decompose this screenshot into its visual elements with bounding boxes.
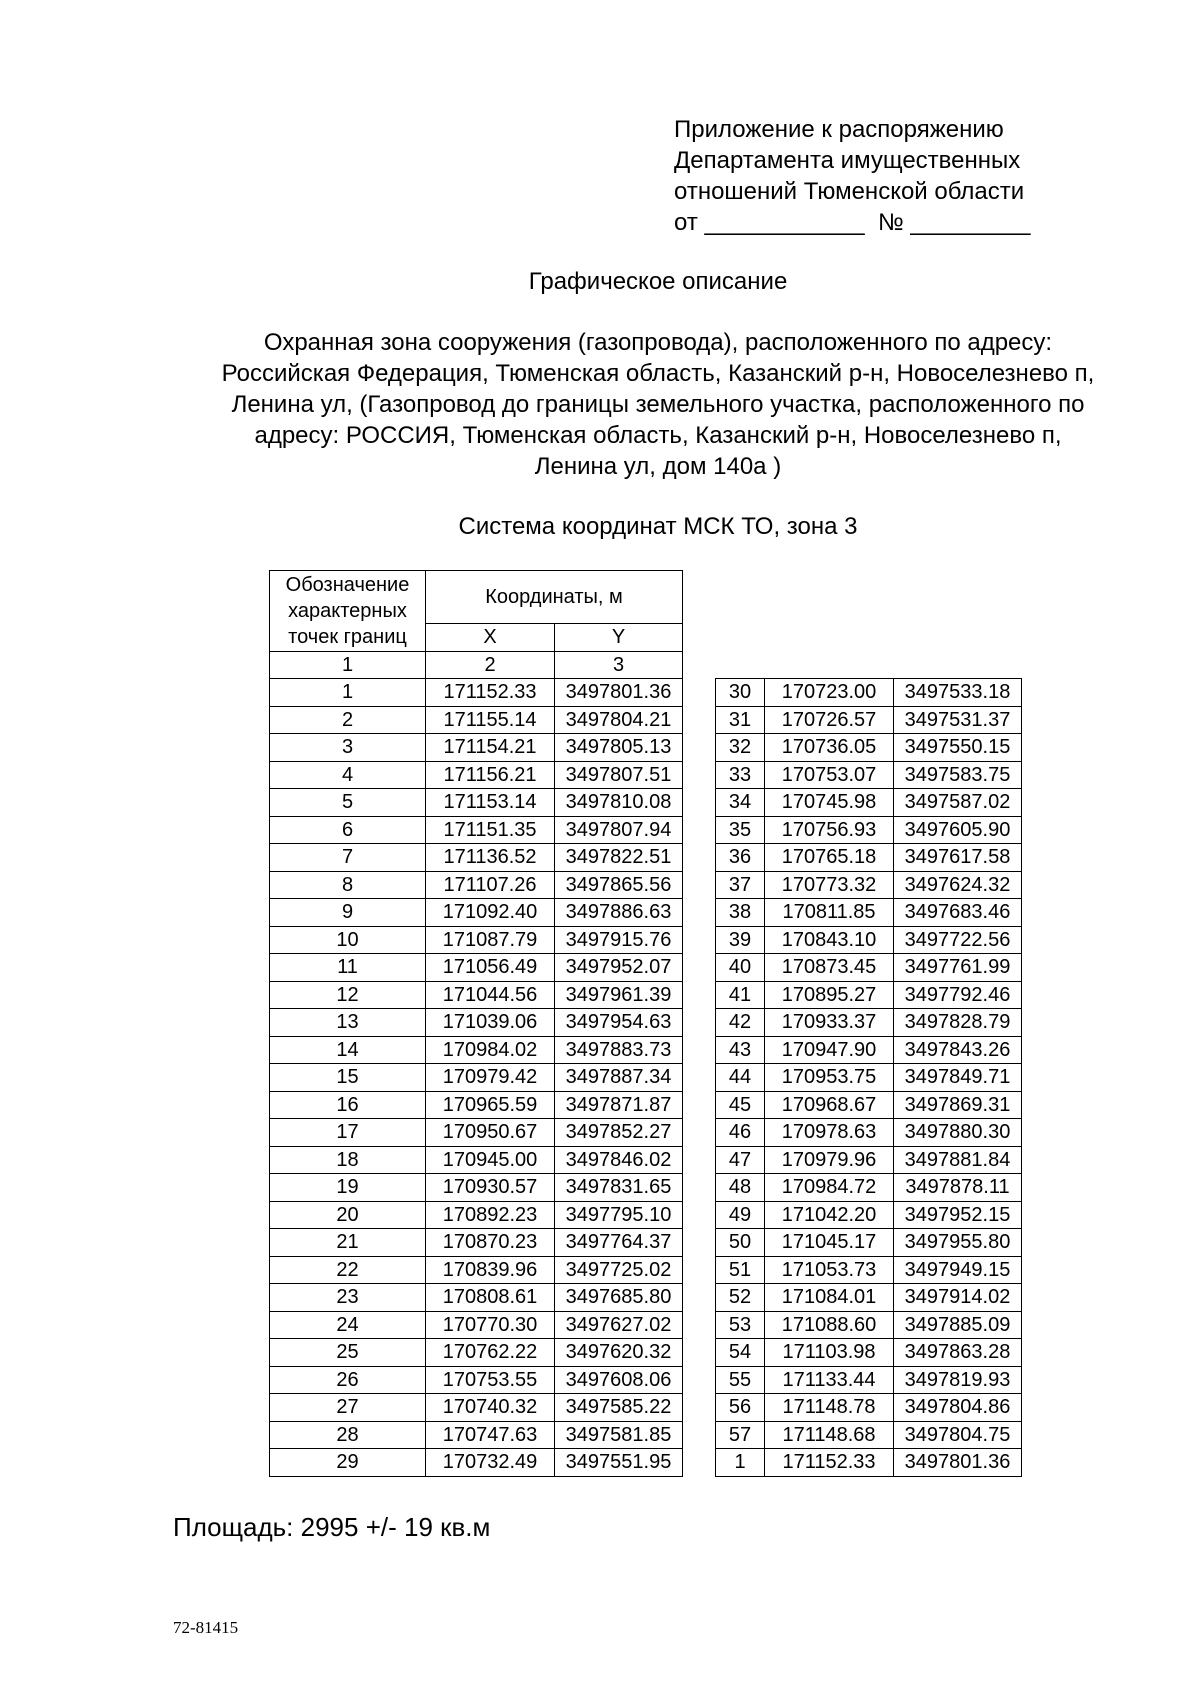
point-number-cell: 50 — [716, 1229, 765, 1257]
table-row — [716, 954, 1022, 982]
point-number-cell: 19 — [270, 1174, 426, 1202]
y-coordinate-cell: 3497846.02 — [555, 1146, 683, 1174]
point-number-cell: 29 — [270, 1449, 426, 1477]
table-row — [716, 1256, 1022, 1284]
y-coordinate-cell: 3497801.36 — [894, 1449, 1022, 1477]
document-title: Графическое описание — [528, 268, 788, 295]
table-row — [270, 1394, 683, 1422]
x-coordinate-cell: 170726.57 — [765, 706, 894, 734]
zone-description — [160, 327, 1156, 482]
table-row — [716, 1449, 1022, 1477]
point-number-cell: 10 — [270, 926, 426, 954]
y-coordinate-cell: 3497585.22 — [555, 1394, 683, 1422]
x-coordinate-cell: 171088.60 — [765, 1311, 894, 1339]
point-number-cell: 20 — [270, 1201, 426, 1229]
table-row — [270, 1174, 683, 1202]
document-number: 72-81415 — [173, 1618, 239, 1637]
x-coordinate-cell: 170732.49 — [426, 1449, 555, 1477]
y-coordinate-cell: 3497583.75 — [894, 761, 1022, 789]
table-row — [270, 1119, 683, 1147]
point-number-cell: 21 — [270, 1229, 426, 1257]
point-number-cell: 35 — [716, 816, 765, 844]
y-coordinate-cell: 3497865.56 — [555, 871, 683, 899]
table-row — [716, 734, 1022, 762]
x-coordinate-cell: 171084.01 — [765, 1284, 894, 1312]
x-coordinate-cell: 170947.90 — [765, 1036, 894, 1064]
y-coordinate-cell: 3497801.36 — [555, 679, 683, 707]
y-coordinate-cell: 3497949.15 — [894, 1256, 1022, 1284]
point-number-cell: 23 — [270, 1284, 426, 1312]
x-coordinate-cell: 171107.26 — [426, 871, 555, 899]
y-coordinate-cell: 3497852.27 — [555, 1119, 683, 1147]
y-coordinate-cell: 3497810.08 — [555, 789, 683, 817]
table-row — [270, 706, 683, 734]
table-row — [716, 1064, 1022, 1092]
table-row — [716, 1229, 1022, 1257]
appendix-date-number-line: от ____________ № _________ — [674, 209, 1031, 236]
y-coordinate-cell: 3497831.65 — [555, 1174, 683, 1202]
y-coordinate-cell: 3497878.11 — [894, 1174, 1022, 1202]
x-coordinate-cell: 170979.42 — [426, 1064, 555, 1092]
table-row — [270, 1339, 683, 1367]
point-number-cell: 38 — [716, 899, 765, 927]
y-coordinate-cell: 3497804.75 — [894, 1421, 1022, 1449]
y-coordinate-cell: 3497819.93 — [894, 1366, 1022, 1394]
y-coordinate-cell: 3497550.15 — [894, 734, 1022, 762]
table-row — [270, 844, 683, 872]
table-row — [270, 926, 683, 954]
table-row — [270, 1064, 683, 1092]
header-point-designation: Обозначение характерных точек границ — [270, 571, 426, 652]
point-number-cell: 16 — [270, 1091, 426, 1119]
x-coordinate-cell: 170839.96 — [426, 1256, 555, 1284]
x-coordinate-cell: 170953.75 — [765, 1064, 894, 1092]
table-row — [716, 1119, 1022, 1147]
x-coordinate-cell: 170756.93 — [765, 816, 894, 844]
point-number-cell: 53 — [716, 1311, 765, 1339]
table-row — [716, 679, 1022, 707]
table-row — [270, 1009, 683, 1037]
x-coordinate-cell: 171042.20 — [765, 1201, 894, 1229]
y-coordinate-cell: 3497849.71 — [894, 1064, 1022, 1092]
point-number-cell: 33 — [716, 761, 765, 789]
y-coordinate-cell: 3497795.10 — [555, 1201, 683, 1229]
y-coordinate-cell: 3497605.90 — [894, 816, 1022, 844]
y-coordinate-cell: 3497627.02 — [555, 1311, 683, 1339]
table-row — [716, 981, 1022, 1009]
table-row — [716, 1091, 1022, 1119]
y-coordinate-cell: 3497961.39 — [555, 981, 683, 1009]
table-row — [270, 679, 683, 707]
point-number-cell: 39 — [716, 926, 765, 954]
column-number: 3 — [555, 651, 683, 679]
x-coordinate-cell: 170740.32 — [426, 1394, 555, 1422]
point-number-cell: 56 — [716, 1394, 765, 1422]
coordinates-table-left — [269, 570, 683, 1477]
point-number-cell: 44 — [716, 1064, 765, 1092]
point-number-cell: 12 — [270, 981, 426, 1009]
y-coordinate-cell: 3497685.80 — [555, 1284, 683, 1312]
x-coordinate-cell: 171153.14 — [426, 789, 555, 817]
point-number-cell: 7 — [270, 844, 426, 872]
y-coordinate-cell: 3497722.56 — [894, 926, 1022, 954]
point-number-cell: 11 — [270, 954, 426, 982]
x-coordinate-cell: 170770.30 — [426, 1311, 555, 1339]
y-coordinate-cell: 3497533.18 — [894, 679, 1022, 707]
column-number: 1 — [270, 651, 426, 679]
table-row — [716, 1174, 1022, 1202]
x-coordinate-cell: 170950.67 — [426, 1119, 555, 1147]
header-coordinates: Координаты, м — [426, 571, 683, 624]
point-number-cell: 40 — [716, 954, 765, 982]
column-number-row — [270, 651, 683, 679]
x-coordinate-cell: 170736.05 — [765, 734, 894, 762]
table-row — [270, 1449, 683, 1477]
y-coordinate-cell: 3497915.76 — [555, 926, 683, 954]
x-coordinate-cell: 171053.73 — [765, 1256, 894, 1284]
appendix-line: Департамента имущественных — [674, 147, 1021, 174]
x-coordinate-cell: 170979.96 — [765, 1146, 894, 1174]
point-number-cell: 4 — [270, 761, 426, 789]
point-number-cell: 14 — [270, 1036, 426, 1064]
table-row — [716, 844, 1022, 872]
table-row — [716, 1036, 1022, 1064]
point-number-cell: 31 — [716, 706, 765, 734]
y-coordinate-cell: 3497617.58 — [894, 844, 1022, 872]
table-row — [716, 926, 1022, 954]
table-row — [716, 1009, 1022, 1037]
y-coordinate-cell: 3497587.02 — [894, 789, 1022, 817]
description-line: Охранная зона сооружения (газопровода), расположенного по адресу: — [263, 329, 1053, 356]
x-coordinate-cell: 171148.68 — [765, 1421, 894, 1449]
table-row — [270, 789, 683, 817]
x-coordinate-cell: 171039.06 — [426, 1009, 555, 1037]
point-number-cell: 2 — [270, 706, 426, 734]
y-coordinate-cell: 3497551.95 — [555, 1449, 683, 1477]
point-number-cell: 47 — [716, 1146, 765, 1174]
x-coordinate-cell: 170723.00 — [765, 679, 894, 707]
description-line: Российская Федерация, Тюменская область, Казанский р-н, Новоселезнево п, — [221, 360, 1095, 387]
table-row — [270, 981, 683, 1009]
x-coordinate-cell: 171148.78 — [765, 1394, 894, 1422]
table-row — [270, 734, 683, 762]
description-line: адресу: РОССИЯ, Тюменская область, Казанский р-н, Новоселезнево п, — [254, 422, 1062, 449]
x-coordinate-cell: 170945.00 — [426, 1146, 555, 1174]
point-number-cell: 45 — [716, 1091, 765, 1119]
table-row — [270, 1201, 683, 1229]
y-coordinate-cell: 3497804.21 — [555, 706, 683, 734]
point-number-cell: 30 — [716, 679, 765, 707]
point-number-cell: 37 — [716, 871, 765, 899]
y-coordinate-cell: 3497871.87 — [555, 1091, 683, 1119]
y-coordinate-cell: 3497955.80 — [894, 1229, 1022, 1257]
table-row — [270, 1256, 683, 1284]
point-number-cell: 24 — [270, 1311, 426, 1339]
y-coordinate-cell: 3497620.32 — [555, 1339, 683, 1367]
point-number-cell: 26 — [270, 1366, 426, 1394]
x-coordinate-cell: 171155.14 — [426, 706, 555, 734]
appendix-block — [674, 114, 1031, 238]
point-number-cell: 1 — [716, 1449, 765, 1477]
x-coordinate-cell: 171133.44 — [765, 1366, 894, 1394]
y-coordinate-cell: 3497683.46 — [894, 899, 1022, 927]
x-coordinate-cell: 170753.55 — [426, 1366, 555, 1394]
table-row — [270, 899, 683, 927]
table-row — [716, 1311, 1022, 1339]
y-coordinate-cell: 3497624.32 — [894, 871, 1022, 899]
point-number-cell: 8 — [270, 871, 426, 899]
table-row — [270, 871, 683, 899]
x-coordinate-cell: 170811.85 — [765, 899, 894, 927]
x-coordinate-cell: 171044.56 — [426, 981, 555, 1009]
x-coordinate-cell: 170978.63 — [765, 1119, 894, 1147]
point-number-cell: 49 — [716, 1201, 765, 1229]
table-row — [270, 1421, 683, 1449]
x-coordinate-cell: 171156.21 — [426, 761, 555, 789]
y-coordinate-cell: 3497883.73 — [555, 1036, 683, 1064]
x-coordinate-cell: 171045.17 — [765, 1229, 894, 1257]
y-coordinate-cell: 3497792.46 — [894, 981, 1022, 1009]
x-coordinate-cell: 171152.33 — [765, 1449, 894, 1477]
coordinate-system-label: Система координат МСК ТО, зона 3 — [458, 513, 858, 540]
point-number-cell: 57 — [716, 1421, 765, 1449]
table-row — [716, 1421, 1022, 1449]
column-number: 2 — [426, 651, 555, 679]
point-number-cell: 52 — [716, 1284, 765, 1312]
point-number-cell: 48 — [716, 1174, 765, 1202]
x-coordinate-cell: 170843.10 — [765, 926, 894, 954]
x-coordinate-cell: 171136.52 — [426, 844, 555, 872]
point-number-cell: 55 — [716, 1366, 765, 1394]
x-coordinate-cell: 170765.18 — [765, 844, 894, 872]
description-line: Ленина ул, (Газопровод до границы земельного участка, расположенного по — [231, 391, 1085, 418]
x-coordinate-cell: 171152.33 — [426, 679, 555, 707]
table-row — [270, 1146, 683, 1174]
x-coordinate-cell: 170984.02 — [426, 1036, 555, 1064]
point-number-cell: 46 — [716, 1119, 765, 1147]
point-number-cell: 18 — [270, 1146, 426, 1174]
x-coordinate-cell: 170773.32 — [765, 871, 894, 899]
point-number-cell: 6 — [270, 816, 426, 844]
table-row — [716, 706, 1022, 734]
y-coordinate-cell: 3497887.34 — [555, 1064, 683, 1092]
table-row — [716, 1339, 1022, 1367]
y-coordinate-cell: 3497828.79 — [894, 1009, 1022, 1037]
x-coordinate-cell: 171103.98 — [765, 1339, 894, 1367]
area-label: Площадь: 2995 +/- 19 кв.м — [173, 1512, 491, 1542]
x-coordinate-cell: 170968.67 — [765, 1091, 894, 1119]
point-number-cell: 42 — [716, 1009, 765, 1037]
point-number-cell: 32 — [716, 734, 765, 762]
table-row — [716, 1394, 1022, 1422]
coordinates-table-right — [715, 678, 1022, 1477]
x-coordinate-cell: 170965.59 — [426, 1091, 555, 1119]
y-coordinate-cell: 3497764.37 — [555, 1229, 683, 1257]
x-coordinate-cell: 171151.35 — [426, 816, 555, 844]
header-x: X — [426, 624, 555, 652]
y-coordinate-cell: 3497805.13 — [555, 734, 683, 762]
x-coordinate-cell: 171056.49 — [426, 954, 555, 982]
x-coordinate-cell: 170870.23 — [426, 1229, 555, 1257]
y-coordinate-cell: 3497822.51 — [555, 844, 683, 872]
point-number-cell: 51 — [716, 1256, 765, 1284]
x-coordinate-cell: 170930.57 — [426, 1174, 555, 1202]
table-row — [270, 954, 683, 982]
y-coordinate-cell: 3497608.06 — [555, 1366, 683, 1394]
table-row — [716, 899, 1022, 927]
point-number-cell: 9 — [270, 899, 426, 927]
appendix-line: Приложение к распоряжению — [674, 116, 1004, 143]
y-coordinate-cell: 3497869.31 — [894, 1091, 1022, 1119]
table-row — [270, 1091, 683, 1119]
table-row — [270, 1366, 683, 1394]
table-row — [716, 1201, 1022, 1229]
y-coordinate-cell: 3497843.26 — [894, 1036, 1022, 1064]
x-coordinate-cell: 171154.21 — [426, 734, 555, 762]
y-coordinate-cell: 3497725.02 — [555, 1256, 683, 1284]
point-number-cell: 25 — [270, 1339, 426, 1367]
table-row — [270, 1229, 683, 1257]
x-coordinate-cell: 170745.98 — [765, 789, 894, 817]
point-number-cell: 1 — [270, 679, 426, 707]
table-row — [270, 761, 683, 789]
point-number-cell: 41 — [716, 981, 765, 1009]
y-coordinate-cell: 3497807.51 — [555, 761, 683, 789]
x-coordinate-cell: 170984.72 — [765, 1174, 894, 1202]
table-row — [716, 789, 1022, 817]
table-row — [270, 816, 683, 844]
point-number-cell: 28 — [270, 1421, 426, 1449]
y-coordinate-cell: 3497807.94 — [555, 816, 683, 844]
y-coordinate-cell: 3497804.86 — [894, 1394, 1022, 1422]
y-coordinate-cell: 3497863.28 — [894, 1339, 1022, 1367]
x-coordinate-cell: 170892.23 — [426, 1201, 555, 1229]
table-row — [716, 871, 1022, 899]
x-coordinate-cell: 170895.27 — [765, 981, 894, 1009]
table-row — [716, 1366, 1022, 1394]
appendix-line: отношений Тюменской области — [674, 178, 1025, 205]
header-y: Y — [555, 624, 683, 652]
table-row — [716, 1284, 1022, 1312]
y-coordinate-cell: 3497914.02 — [894, 1284, 1022, 1312]
point-number-cell: 13 — [270, 1009, 426, 1037]
x-coordinate-cell: 170873.45 — [765, 954, 894, 982]
point-number-cell: 27 — [270, 1394, 426, 1422]
table-row — [716, 761, 1022, 789]
y-coordinate-cell: 3497881.84 — [894, 1146, 1022, 1174]
table-row — [716, 1146, 1022, 1174]
point-number-cell: 22 — [270, 1256, 426, 1284]
table-row — [270, 1284, 683, 1312]
description-line: Ленина ул, дом 140а ) — [534, 453, 782, 480]
x-coordinate-cell: 171092.40 — [426, 899, 555, 927]
y-coordinate-cell: 3497952.07 — [555, 954, 683, 982]
y-coordinate-cell: 3497885.09 — [894, 1311, 1022, 1339]
point-number-cell: 5 — [270, 789, 426, 817]
point-number-cell: 36 — [716, 844, 765, 872]
y-coordinate-cell: 3497954.63 — [555, 1009, 683, 1037]
y-coordinate-cell: 3497886.63 — [555, 899, 683, 927]
point-number-cell: 34 — [716, 789, 765, 817]
x-coordinate-cell: 170753.07 — [765, 761, 894, 789]
point-number-cell: 3 — [270, 734, 426, 762]
point-number-cell: 43 — [716, 1036, 765, 1064]
x-coordinate-cell: 170933.37 — [765, 1009, 894, 1037]
x-coordinate-cell: 170808.61 — [426, 1284, 555, 1312]
y-coordinate-cell: 3497952.15 — [894, 1201, 1022, 1229]
point-number-cell: 54 — [716, 1339, 765, 1367]
x-coordinate-cell: 171087.79 — [426, 926, 555, 954]
table-row — [270, 1036, 683, 1064]
table-row — [716, 816, 1022, 844]
x-coordinate-cell: 170762.22 — [426, 1339, 555, 1367]
y-coordinate-cell: 3497880.30 — [894, 1119, 1022, 1147]
point-number-cell: 17 — [270, 1119, 426, 1147]
x-coordinate-cell: 170747.63 — [426, 1421, 555, 1449]
header-row — [270, 571, 683, 624]
table-row — [270, 1311, 683, 1339]
point-number-cell: 15 — [270, 1064, 426, 1092]
y-coordinate-cell: 3497761.99 — [894, 954, 1022, 982]
y-coordinate-cell: 3497581.85 — [555, 1421, 683, 1449]
y-coordinate-cell: 3497531.37 — [894, 706, 1022, 734]
